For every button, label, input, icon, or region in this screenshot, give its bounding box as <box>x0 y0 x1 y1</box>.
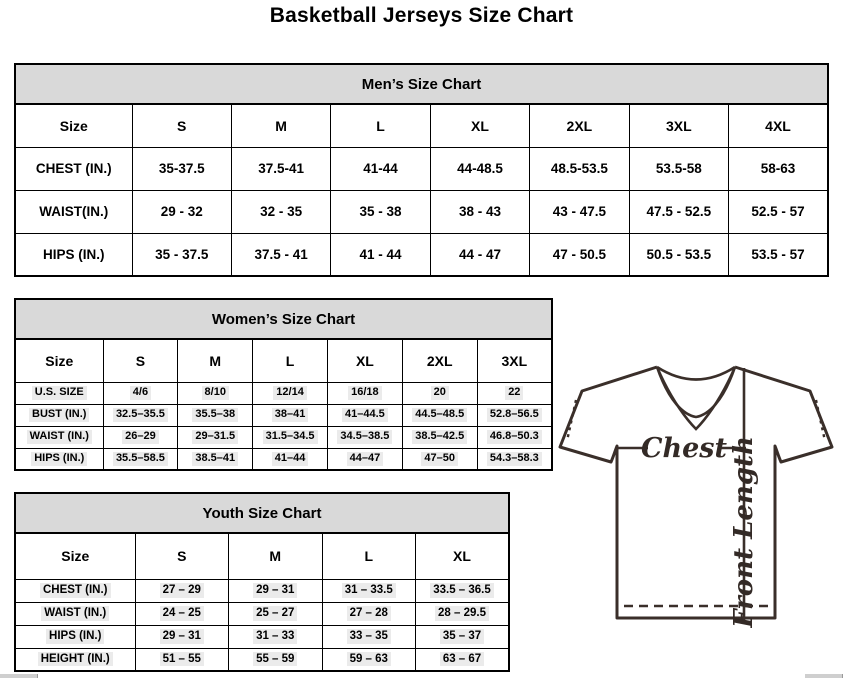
col-header: Size <box>15 339 103 382</box>
size-value: 52.8–56.5 <box>477 404 552 426</box>
size-value: 27 – 29 <box>135 579 229 602</box>
size-value: 63 – 67 <box>416 648 510 671</box>
col-header: S <box>103 339 178 382</box>
table-row <box>15 448 552 470</box>
size-value: 24 – 25 <box>135 602 229 625</box>
size-value: 28 – 29.5 <box>416 602 510 625</box>
size-value: 44-48.5 <box>430 147 529 190</box>
size-value: 4/6 <box>103 382 178 404</box>
row-label: HEIGHT (IN.) <box>15 648 135 671</box>
table-row <box>15 602 509 625</box>
table-row <box>15 579 509 602</box>
size-value: 35 - 37.5 <box>132 233 231 276</box>
size-value: 41 - 44 <box>331 233 430 276</box>
col-header: 2XL <box>530 104 629 147</box>
col-header: Size <box>15 533 135 579</box>
row-label: HIPS (IN.) <box>15 233 132 276</box>
row-label: WAIST (IN.) <box>15 602 135 625</box>
mens-size-table <box>14 63 829 277</box>
col-header: 3XL <box>629 104 728 147</box>
jersey-outline <box>560 367 832 618</box>
table-header-band <box>15 64 828 104</box>
col-header: M <box>231 104 330 147</box>
size-value: 46.8–50.3 <box>477 426 552 448</box>
collar-v-edge <box>657 367 735 429</box>
size-value: 29 – 31 <box>135 625 229 648</box>
col-header: 3XL <box>477 339 552 382</box>
row-label: HIPS (IN.) <box>15 625 135 648</box>
horizontal-scrollbar-fragment-right[interactable] <box>805 674 843 678</box>
size-value: 31.5–34.5 <box>253 426 328 448</box>
size-value: 35 - 38 <box>331 190 430 233</box>
size-value: 35-37.5 <box>132 147 231 190</box>
col-header: L <box>322 533 416 579</box>
col-header: S <box>135 533 229 579</box>
size-value: 16/18 <box>327 382 402 404</box>
size-value: 29–31.5 <box>178 426 253 448</box>
row-label: HIPS (IN.) <box>15 448 103 470</box>
size-value: 47–50 <box>402 448 477 470</box>
size-value: 53.5-58 <box>629 147 728 190</box>
table-row <box>15 404 552 426</box>
table-row <box>15 382 552 404</box>
size-value: 32 - 35 <box>231 190 330 233</box>
row-label: CHEST (IN.) <box>15 579 135 602</box>
col-header: XL <box>327 339 402 382</box>
col-header: 4XL <box>729 104 828 147</box>
col-header: L <box>331 104 430 147</box>
size-value: 35.5–58.5 <box>103 448 178 470</box>
table-row <box>15 625 509 648</box>
size-value: 38 - 43 <box>430 190 529 233</box>
table-row <box>15 426 552 448</box>
size-value: 41–44 <box>253 448 328 470</box>
size-value: 38–41 <box>253 404 328 426</box>
size-value: 44.5–48.5 <box>402 404 477 426</box>
size-value: 27 – 28 <box>322 602 416 625</box>
col-header: L <box>253 339 328 382</box>
size-value: 48.5-53.5 <box>530 147 629 190</box>
row-label: WAIST(IN.) <box>15 190 132 233</box>
size-value: 31 – 33 <box>229 625 323 648</box>
front-length-label: Front Length <box>729 436 759 628</box>
collar-back-arc <box>657 367 735 380</box>
size-value: 35 – 37 <box>416 625 510 648</box>
size-value: 12/14 <box>253 382 328 404</box>
size-value: 38.5–41 <box>178 448 253 470</box>
jersey-measurement-diagram <box>553 360 841 628</box>
size-value: 55 – 59 <box>229 648 323 671</box>
column-header-row <box>15 104 828 147</box>
size-value: 51 – 55 <box>135 648 229 671</box>
youth-size-table <box>14 492 510 672</box>
size-value: 34.5–38.5 <box>327 426 402 448</box>
size-value: 29 - 32 <box>132 190 231 233</box>
table-row <box>15 190 828 233</box>
size-value: 44–47 <box>327 448 402 470</box>
size-value: 22 <box>477 382 552 404</box>
col-header: M <box>178 339 253 382</box>
table-header-band <box>15 299 552 339</box>
row-label: WAIST (IN.) <box>15 426 103 448</box>
size-value: 52.5 - 57 <box>729 190 828 233</box>
row-label: U.S. SIZE <box>15 382 103 404</box>
size-value: 41–44.5 <box>327 404 402 426</box>
column-header-row <box>15 339 552 382</box>
womens-size-table <box>14 298 553 471</box>
size-value: 37.5 - 41 <box>231 233 330 276</box>
size-value: 38.5–42.5 <box>402 426 477 448</box>
size-value: 35.5–38 <box>178 404 253 426</box>
table-header-band <box>15 493 509 533</box>
row-label: BUST (IN.) <box>15 404 103 426</box>
youth-table-title: Youth Size Chart <box>15 493 509 533</box>
table-row <box>15 648 509 671</box>
row-label: CHEST (IN.) <box>15 147 132 190</box>
page-title: Basketball Jerseys Size Chart <box>269 4 574 27</box>
size-value: 25 – 27 <box>229 602 323 625</box>
size-value: 8/10 <box>178 382 253 404</box>
col-header: Size <box>15 104 132 147</box>
horizontal-scrollbar-fragment-left[interactable] <box>0 674 38 678</box>
size-value: 33.5 – 36.5 <box>416 579 510 602</box>
size-value: 47 - 50.5 <box>530 233 629 276</box>
size-value: 54.3–58.3 <box>477 448 552 470</box>
size-value: 20 <box>402 382 477 404</box>
size-value: 37.5-41 <box>231 147 330 190</box>
size-value: 50.5 - 53.5 <box>629 233 728 276</box>
col-header: M <box>229 533 323 579</box>
column-header-row <box>15 533 509 579</box>
col-header: S <box>132 104 231 147</box>
size-value: 58-63 <box>729 147 828 190</box>
size-value: 41-44 <box>331 147 430 190</box>
size-value: 29 – 31 <box>229 579 323 602</box>
size-value: 47.5 - 52.5 <box>629 190 728 233</box>
size-value: 33 – 35 <box>322 625 416 648</box>
size-value: 44 - 47 <box>430 233 529 276</box>
col-header: XL <box>416 533 510 579</box>
col-header: 2XL <box>402 339 477 382</box>
size-value: 43 - 47.5 <box>530 190 629 233</box>
table-row <box>15 233 828 276</box>
size-value: 53.5 - 57 <box>729 233 828 276</box>
size-value: 59 – 63 <box>322 648 416 671</box>
table-row <box>15 147 828 190</box>
size-value: 31 – 33.5 <box>322 579 416 602</box>
chest-label: Chest <box>641 433 727 464</box>
size-value: 26–29 <box>103 426 178 448</box>
womens-table-title: Women’s Size Chart <box>15 299 552 339</box>
size-value: 32.5–35.5 <box>103 404 178 426</box>
mens-table-title: Men’s Size Chart <box>15 64 828 104</box>
col-header: XL <box>430 104 529 147</box>
